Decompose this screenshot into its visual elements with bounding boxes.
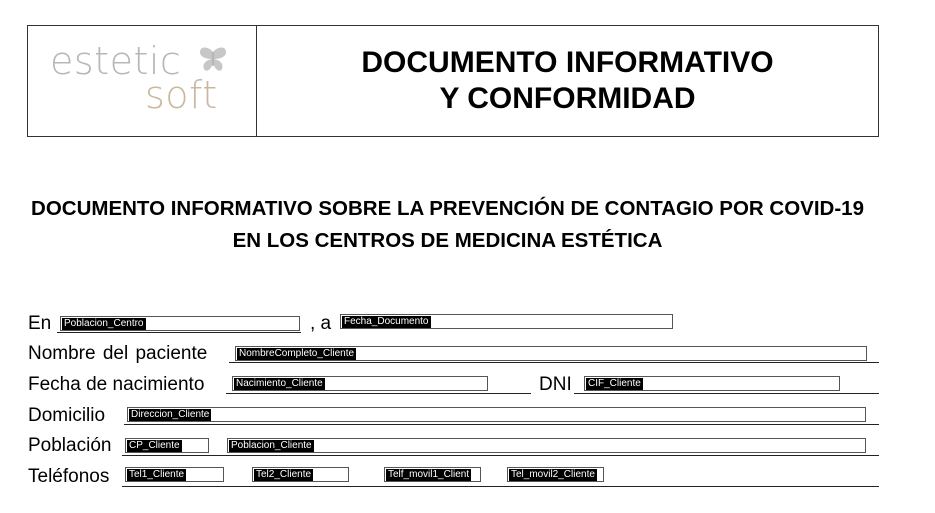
logo-word-estetic: estetic bbox=[50, 39, 182, 83]
tel-movil2-field[interactable] bbox=[507, 467, 604, 482]
telefonos-label: Teléfonos bbox=[28, 466, 110, 487]
field-tag: Direccion_Cliente bbox=[131, 409, 210, 420]
underline bbox=[574, 393, 879, 394]
field-tag: Tel2_Cliente bbox=[256, 469, 312, 480]
subtitle-line1: DOCUMENTO INFORMATIVO SOBRE LA PREVENCIÓN DE CONTAGIO POR COVID-19 bbox=[31, 197, 864, 220]
en-label: En bbox=[28, 313, 52, 334]
cp-field[interactable] bbox=[125, 438, 209, 453]
logo-word-soft: soft bbox=[145, 73, 218, 117]
field-tag: Poblacion_Centro bbox=[64, 318, 144, 329]
domicilio-label: Domicilio bbox=[28, 405, 106, 426]
logo bbox=[28, 26, 257, 136]
title-cell bbox=[257, 26, 878, 136]
field-tag: Tel1_Cliente bbox=[129, 469, 185, 480]
underline bbox=[124, 424, 879, 425]
document-subtitle bbox=[0, 193, 895, 257]
underline bbox=[229, 362, 879, 363]
field-tag: Nacimiento_Cliente bbox=[236, 378, 323, 389]
telf-movil1-field[interactable] bbox=[384, 467, 481, 482]
dni-label: DNI bbox=[539, 374, 572, 395]
cif-field[interactable] bbox=[584, 376, 840, 391]
field-tag: Tel_movil2_Cliente bbox=[511, 469, 595, 480]
document-title bbox=[361, 45, 773, 117]
underline bbox=[226, 393, 531, 394]
underline bbox=[122, 455, 879, 456]
field-tag: NombreCompleto_Cliente bbox=[239, 348, 355, 359]
document-title-line1: DOCUMENTO INFORMATIVO bbox=[361, 46, 774, 79]
field-tag: Telf_movil1_Client bbox=[388, 469, 470, 480]
nombre-paciente-label: Nombre del paciente bbox=[28, 343, 208, 364]
fecha-nacimiento-label: Fecha de nacimiento bbox=[28, 374, 205, 395]
underline bbox=[57, 332, 301, 333]
comma-a-label: , a bbox=[310, 313, 332, 334]
document-title-line2: Y CONFORMIDAD bbox=[439, 82, 696, 115]
field-tag: Fecha_Documento bbox=[344, 316, 429, 327]
document-header bbox=[27, 25, 879, 137]
fecha-documento-field[interactable] bbox=[340, 314, 673, 329]
butterfly-icon bbox=[198, 46, 228, 74]
field-tag: Poblacion_Cliente bbox=[231, 440, 312, 451]
nombre-completo-field[interactable] bbox=[235, 346, 867, 361]
subtitle-line2: EN LOS CENTROS DE MEDICINA ESTÉTICA bbox=[232, 229, 663, 252]
tel1-field[interactable] bbox=[125, 467, 224, 482]
nacimiento-field[interactable] bbox=[232, 376, 488, 391]
direccion-field[interactable] bbox=[127, 407, 866, 422]
poblacion-centro-field[interactable] bbox=[60, 316, 300, 331]
field-tag: CP_Cliente bbox=[129, 440, 180, 451]
underline bbox=[122, 486, 879, 487]
poblacion-cliente-field[interactable] bbox=[227, 438, 866, 453]
field-tag: CIF_Cliente bbox=[588, 378, 641, 389]
tel2-field[interactable] bbox=[252, 467, 349, 482]
poblacion-label: Población bbox=[28, 435, 112, 456]
